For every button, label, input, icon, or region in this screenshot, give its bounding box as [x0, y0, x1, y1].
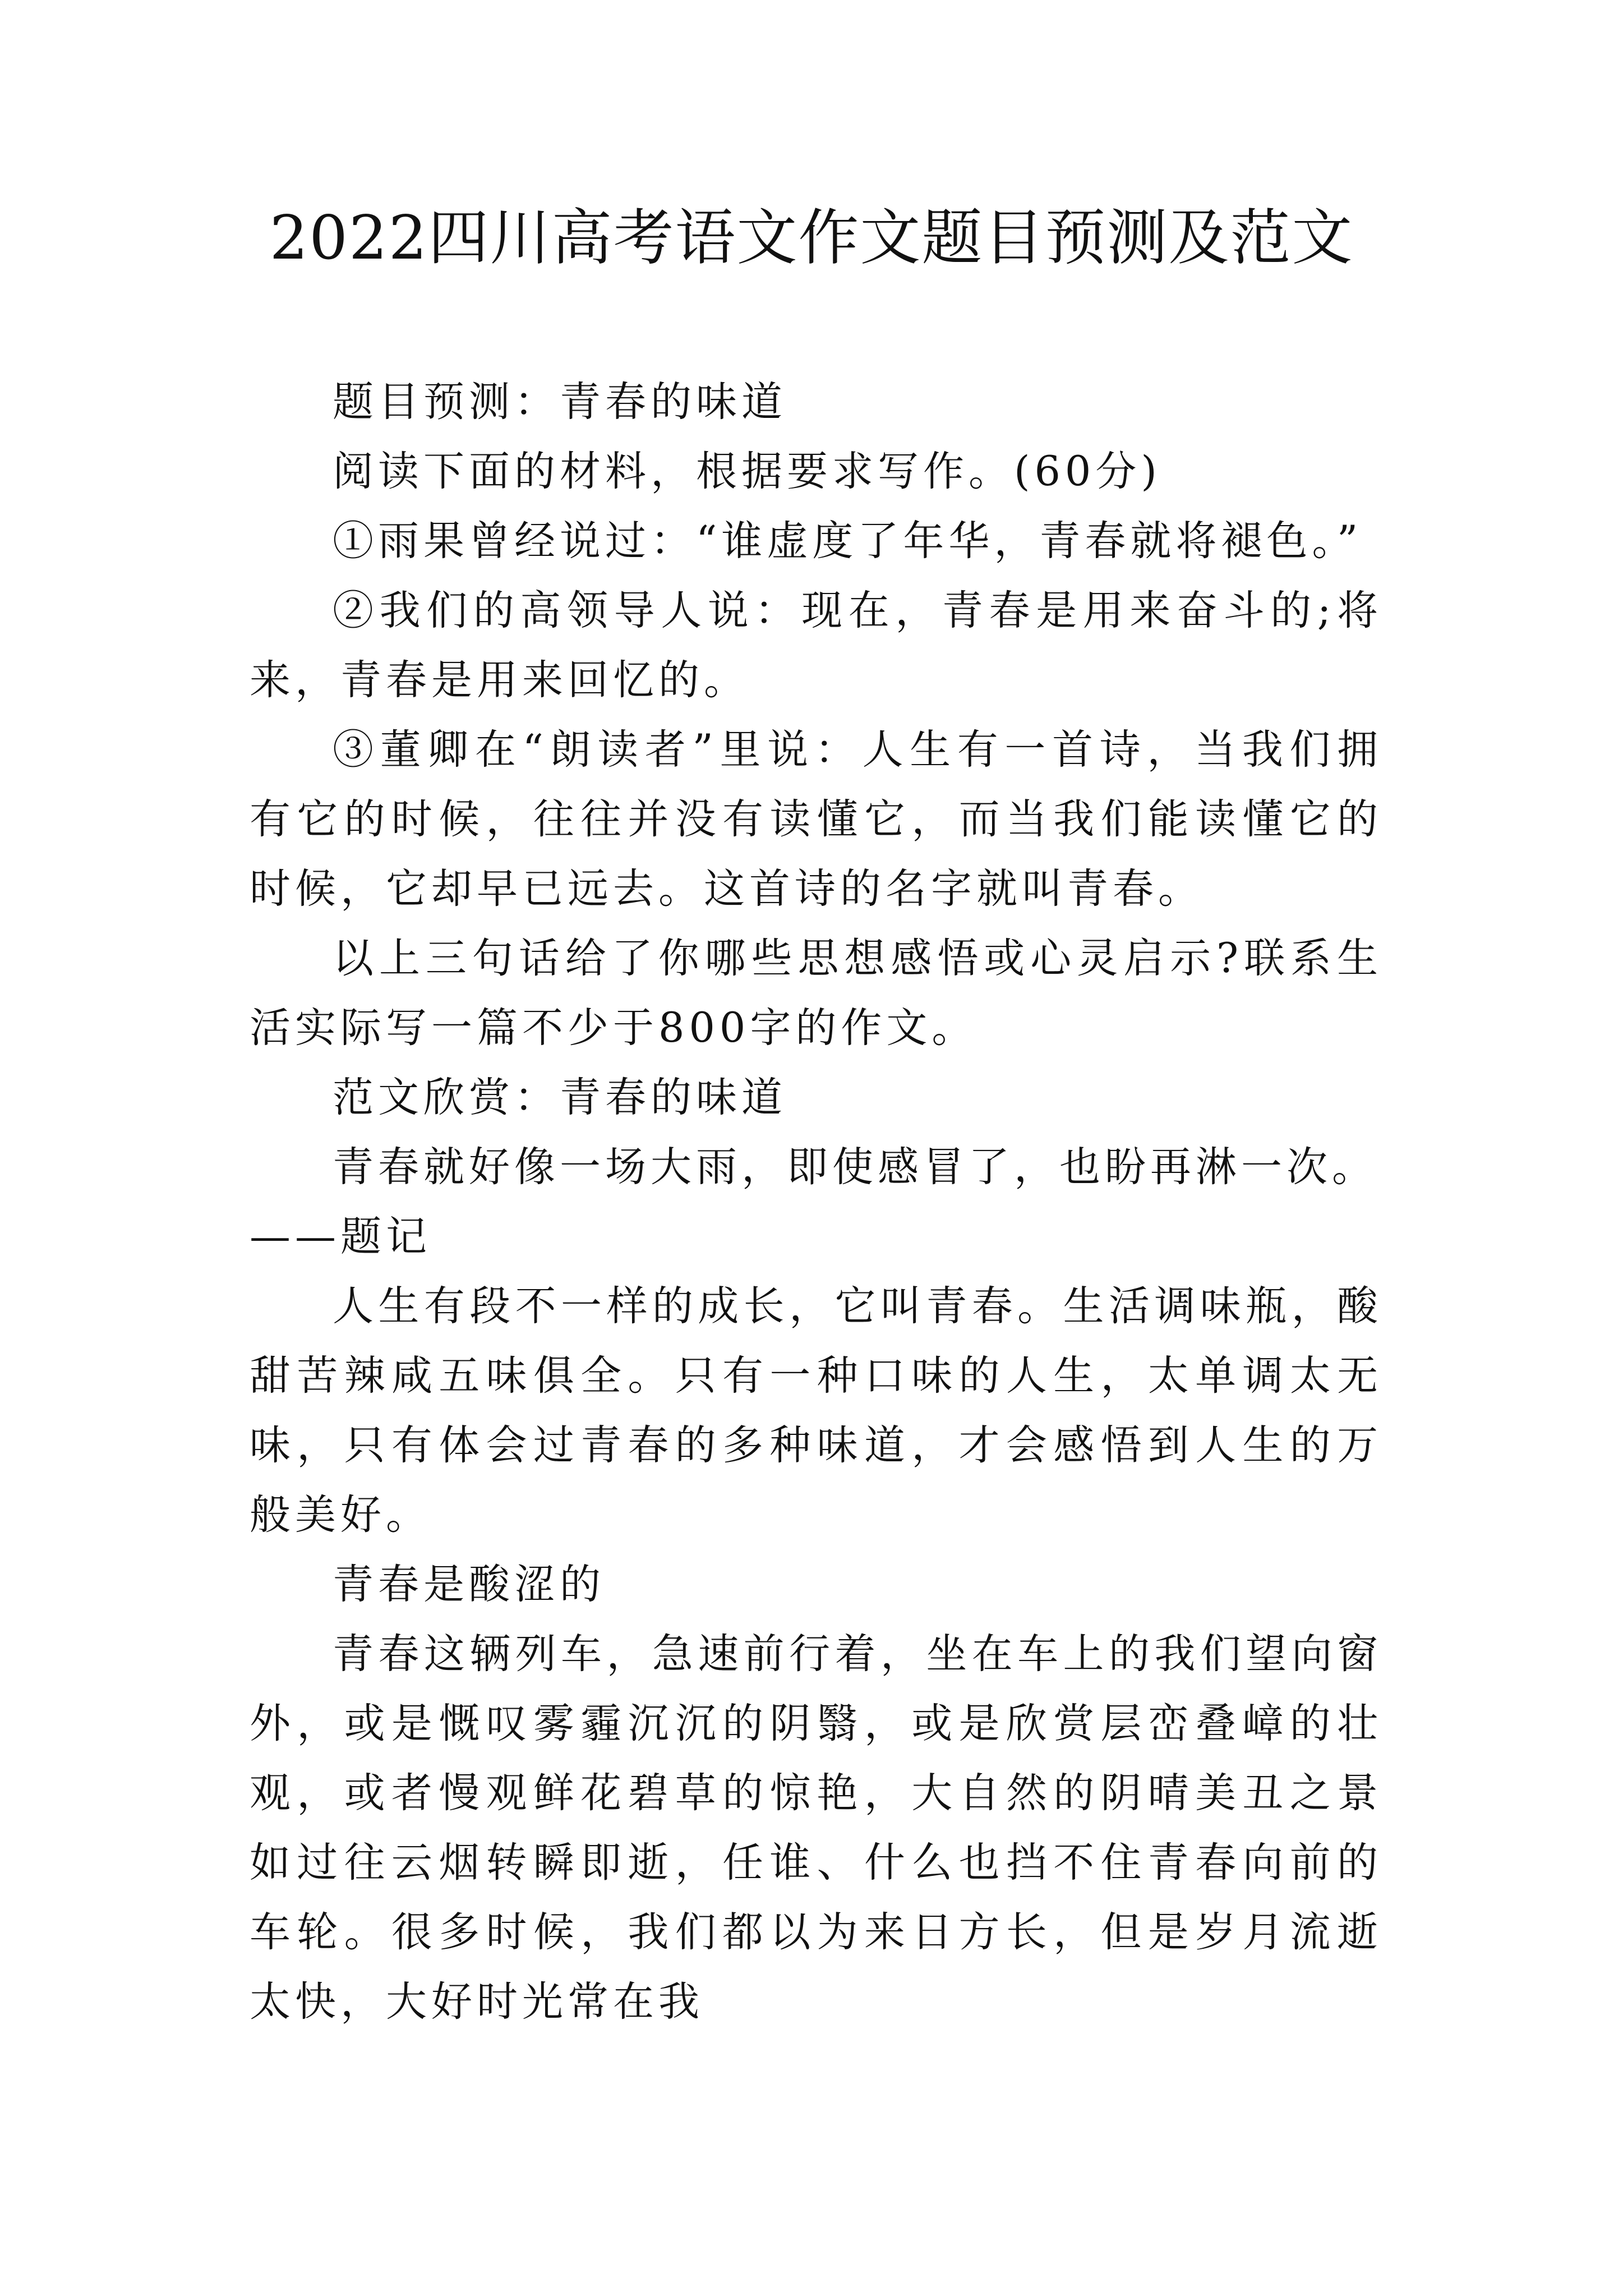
essay-paragraph: 青春这辆列车，急速前行着，坐在车上的我们望向窗外，或是慨叹雾霾沉沉的阴翳，或是欣赏层峦叠嶂的壮观，或者慢观鲜花碧草的惊艳，大自然的阴晴美丑之景如过往云烟转瞬即逝，任谁、什么也挡不住青春向前的车轮。很多时候，我们都以为来日方长，但是岁月流逝太快，大好时光常在我 — [250, 1630, 1382, 2026]
material-quote-1: ①雨果曾经说过：“谁虚度了年华，青春就将褪色。” — [333, 517, 1363, 565]
essay-paragraph: 人生有段不一样的成长，它叫青春。生活调味瓶，酸甜苦辣咸五味俱全。只有一种口味的人生，太单调太无味，只有体会过青春的多种味道，才会感悟到人生的万般美好。 — [250, 1282, 1382, 1539]
epigraph: 青春就好像一场大雨，即使感冒了，也盼再淋一次。 — [333, 1143, 1377, 1191]
writing-requirement: 以上三句话给了你哪些思想感悟或心灵启示?联系生活实际写一篇不少于800字的作文。 — [250, 935, 1382, 1052]
sample-essay-heading: 范文欣赏：青春的味道 — [333, 1074, 787, 1121]
essay-subheading: 青春是酸涩的 — [333, 1561, 605, 1608]
document-body — [250, 367, 1382, 2037]
epigraph-attribution: ——题记 — [250, 1213, 431, 1260]
prompt-heading: 题目预测：青春的味道 — [333, 378, 787, 426]
prompt-instruction: 阅读下面的材料，根据要求写作。(60分) — [333, 448, 1161, 495]
material-quote-3: ③董卿在“朗读者”里说：人生有一首诗，当我们拥有它的时候，往往并没有读懂它，而当我们能读懂它的时候，它却早已远去。这首诗的名字就叫青春。 — [250, 726, 1382, 913]
material-quote-2: ②我们的高领导人说：现在，青春是用来奋斗的;将来，青春是用来回忆的。 — [250, 587, 1382, 704]
document-title: 2022四川高考语文作文题目预测及范文 — [269, 203, 1354, 273]
